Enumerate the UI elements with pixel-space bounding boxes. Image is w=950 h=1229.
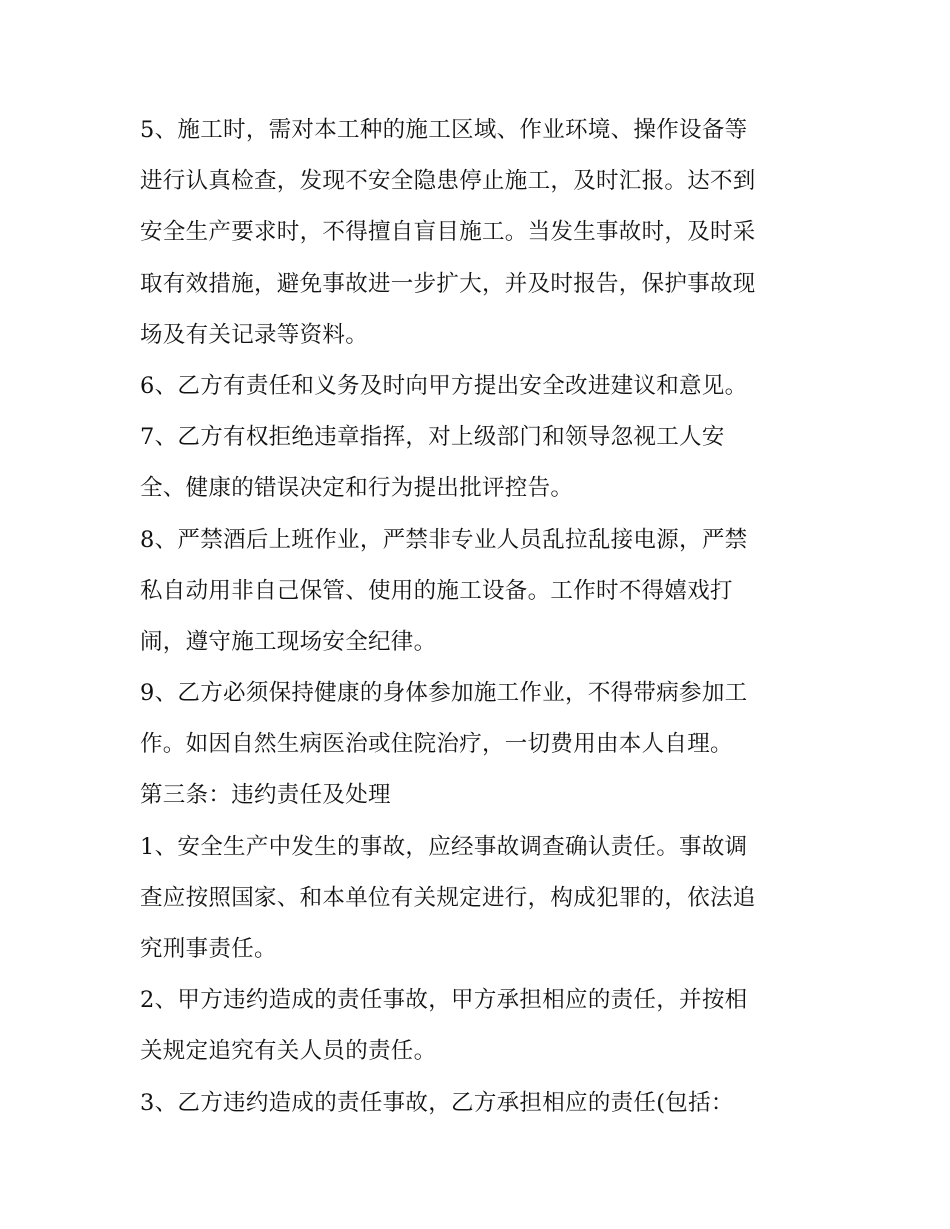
text-line: 7、乙方有权拒绝违章指挥，对上级部门和领导忽视工人安 [140,424,725,451]
text-line: 进行认真检查，发现不安全隐患停止施工，及时汇报。达不到 [140,168,756,195]
text-line: 全、健康的错误决定和行为提出批评控告。 [140,475,574,502]
section-heading: 第三条：违约责任及处理 [140,782,391,809]
text-line: 1、安全生产中发生的事故，应经事故调查确认责任。事故调 [140,833,748,860]
text-line: 取有效措施，避免事故进一步扩大，并及时报告，保护事故现 [140,270,756,297]
text-line: 场及有关记录等资料。 [140,321,369,348]
text-line: 8、严禁酒后上班作业，严禁非专业人员乱拉乱接电源，严禁 [140,526,748,553]
text-line: 3、乙方违约造成的责任事故，乙方承担相应的责任(包括： [140,1089,734,1116]
text-line: 闹，遵守施工现场安全纪律。 [140,628,437,655]
text-line: 安全生产要求时，不得擅自盲目施工。当发生事故时，及时采 [140,219,756,246]
text-line: 私自动用非自己保管、使用的施工设备。工作时不得嬉戏打 [140,577,733,604]
text-line: 作。如因自然生病医治或住院治疗，一切费用由本人自理。 [140,731,733,758]
text-line: 6、乙方有责任和义务及时向甲方提出安全改进建议和意见。 [140,372,748,399]
text-line: 9、乙方必须保持健康的身体参加施工作业，不得带病参加工 [140,680,748,707]
text-line: 2、甲方违约造成的责任事故，甲方承担相应的责任，并按相 [140,987,748,1014]
text-line: 查应按照国家、和本单位有关规定进行，构成犯罪的，依法追 [140,884,756,911]
text-line: 5、施工时，需对本工种的施工区域、作业环境、操作设备等 [140,117,748,143]
text-line: 关规定追究有关人员的责任。 [140,1038,437,1065]
document-body [140,105,820,1129]
text-line: 究刑事责任。 [140,936,277,962]
